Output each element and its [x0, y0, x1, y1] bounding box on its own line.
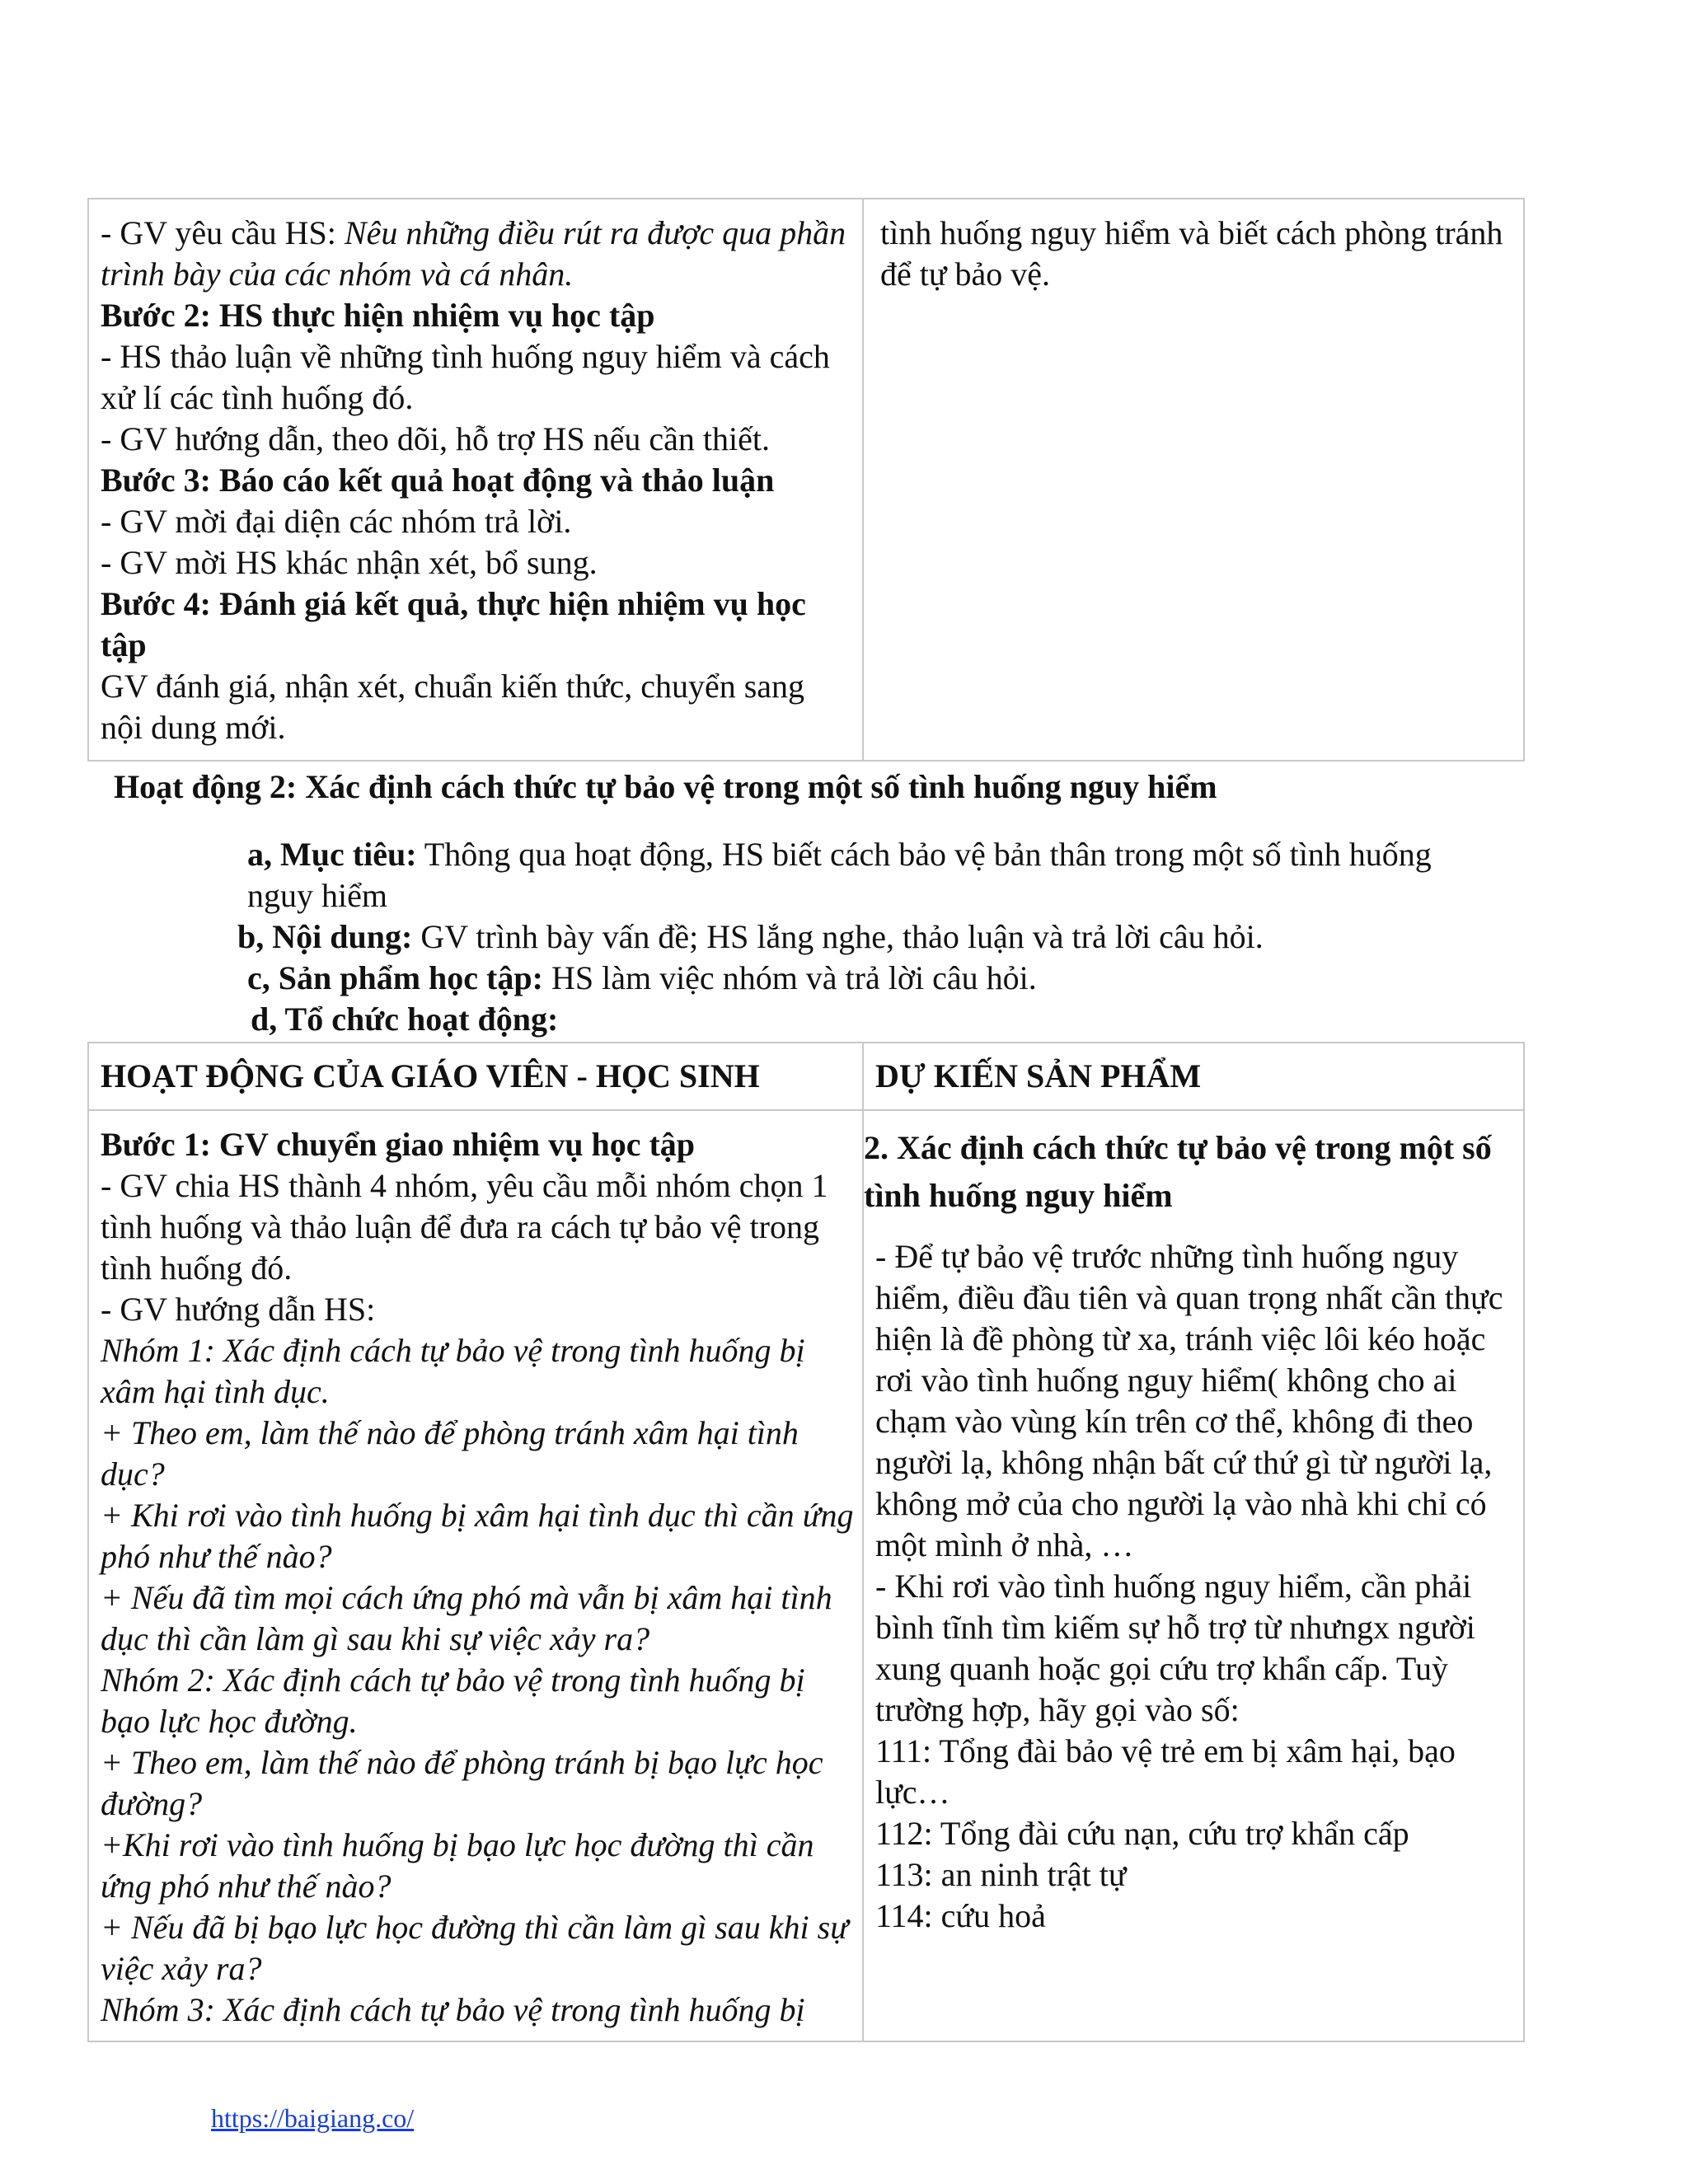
activity2-goals — [237, 834, 1484, 1040]
goal-b-label: b, Nội dung: — [237, 918, 413, 955]
gv-request-prefix: - GV yêu cầu HS: — [101, 214, 345, 251]
product-cell — [863, 199, 1524, 761]
step3-line-2: - GV mời HS khác nhận xét, bổ sung. — [101, 544, 598, 581]
step3-line-1: - GV mời đại diện các nhóm trả lời. — [101, 503, 572, 540]
group1-q1: + Theo em, làm thế nào để phòng tránh xâm hại tình dục? — [101, 1414, 799, 1493]
step3-title: Bước 3: Báo cáo kết quả hoạt động và thảo luận — [101, 462, 775, 499]
activity2-left-cell — [88, 1110, 863, 2041]
step2-title: Bước 2: HS thực hiện nhiệm vụ học tập — [101, 297, 655, 334]
gv-request-italic: Nêu những điều rút ra được qua phần trình bày của các nhóm và cá nhân. — [101, 214, 846, 293]
step1-line-2: - GV hướng dẫn HS: — [101, 1291, 376, 1328]
step4-title: Bước 4: Đánh giá kết quả, thực hiện nhiệm vụ học tập — [101, 585, 806, 663]
goal-d-label: d, Tổ chức hoạt động: — [251, 1001, 559, 1038]
step2-line-2: - GV hướng dẫn, theo dõi, hỗ trợ HS nếu cần thiết. — [101, 420, 771, 457]
header-expected-product — [863, 1043, 1524, 1110]
goal-a-text: Thông qua hoạt động, HS biết cách bảo vệ bản thân trong một số tình huống nguy hiểm — [247, 836, 1432, 914]
continuation-table — [87, 198, 1525, 762]
group2-q2: +Khi rơi vào tình huống bị bạo lực học đường thì cần ứng phó như thế nào? — [101, 1826, 814, 1905]
header-teacher-student — [88, 1043, 863, 1110]
step4-line-1: GV đánh giá, nhận xét, chuẩn kiến thức, chuyển sang nội dung mới. — [101, 668, 805, 746]
goal-b-text: GV trình bày vấn đề; HS lắng nghe, thảo luận và trả lời câu hỏi. — [412, 918, 1264, 955]
step1-title: Bước 1: GV chuyển giao nhiệm vụ học tập — [101, 1126, 696, 1163]
goal-c-label: c, Sản phẩm học tập: — [247, 959, 543, 996]
step1-line-1: - GV chia HS thành 4 nhóm, yêu cầu mỗi nhóm chọn 1 tình huống và thảo luận để đưa ra cách tự bảo vệ trong tình huống đó. — [101, 1167, 828, 1286]
group2-q3: + Nếu đã bị bạo lực học đường thì cần làm gì sau khi sự việc xảy ra? — [101, 1909, 849, 1987]
group2-title: Nhóm 2: Xác định cách tự bảo vệ trong tình huống bị bạo lực học đường. — [101, 1661, 805, 1740]
product-section-title: 2. Xác định cách thức tự bảo vệ trong một số tình huống nguy hiểm — [864, 1129, 1492, 1214]
group1-title: Nhóm 1: Xác định cách tự bảo vệ trong tình huống bị xâm hại tình dục. — [101, 1332, 805, 1410]
hotline-111: 111: Tổng đài bảo vệ trẻ em bị xâm hại, bạo lực… — [875, 1732, 1456, 1811]
product-text: tình huống nguy hiểm và biết cách phòng tránh để tự bảo vệ. — [880, 214, 1503, 293]
activity-cell — [88, 199, 863, 761]
goal-c — [247, 958, 1484, 999]
group3-title: Nhóm 3: Xác định cách tự bảo vệ trong tình huống bị — [101, 1991, 805, 2028]
goal-a — [247, 834, 1484, 916]
group1-q2: + Khi rơi vào tình huống bị xâm hại tình dục thì cần ứng phó như thế nào? — [101, 1497, 854, 1575]
header-left-label: HOẠT ĐỘNG CỦA GIÁO VIÊN - HỌC SINH — [101, 1057, 760, 1094]
hotline-114: 114: cứu hoả — [875, 1897, 1046, 1934]
goal-c-text: HS làm việc nhóm và trả lời câu hỏi. — [542, 959, 1037, 996]
goal-a-label: a, Mục tiêu: — [247, 836, 417, 873]
activity2-table — [87, 1042, 1525, 2042]
product-paragraph-1: - Để tự bảo vệ trước những tình huống nguy hiểm, điều đầu tiên và quan trọng nhất cần thực hiện là đề phòng từ xa, tránh việc lôi kéo hoặc rơi vào tình huống nguy hiểm( không cho ai chạm vào vùng kín trên cơ thể, không đi theo người lạ, không nhận bất cứ thứ gì từ người lạ, không mở của cho người lạ vào nhà khi chỉ có một mình ở nhà, … — [875, 1238, 1503, 1563]
group1-q3: + Nếu đã tìm mọi cách ứng phó mà vẫn bị xâm hại tình dục thì cần làm gì sau khi sự việc xảy ra? — [101, 1579, 832, 1657]
product-paragraph-2: - Khi rơi vào tình huống nguy hiểm, cần phải bình tĩnh tìm kiếm sự hỗ trợ từ nhưngx người xung quanh hoặc gọi cứu trợ khẩn cấp. Tuỳ trường hợp, hãy gọi vào số: — [875, 1568, 1475, 1728]
goal-b — [237, 916, 1484, 958]
activity2-right-cell — [863, 1110, 1524, 2041]
hotline-113: 113: an ninh trật tự — [875, 1856, 1127, 1893]
footer-link[interactable]: https://baigiang.co/ — [211, 2103, 415, 2133]
gv-request-line — [101, 213, 852, 295]
group2-q1: + Theo em, làm thế nào để phòng tránh bị bạo lực học đường? — [101, 1744, 823, 1822]
hotline-112: 112: Tổng đài cứu nạn, cứu trợ khẩn cấp — [875, 1815, 1409, 1852]
step2-line-1: - HS thảo luận về những tình huống nguy hiểm và cách xử lí các tình huống đó. — [101, 338, 830, 416]
header-right-label: DỰ KIẾN SẢN PHẨM — [875, 1057, 1202, 1094]
activity2-heading: Hoạt động 2: Xác định cách thức tự bảo vệ trong một số tình huống nguy hiểm — [114, 768, 1217, 805]
